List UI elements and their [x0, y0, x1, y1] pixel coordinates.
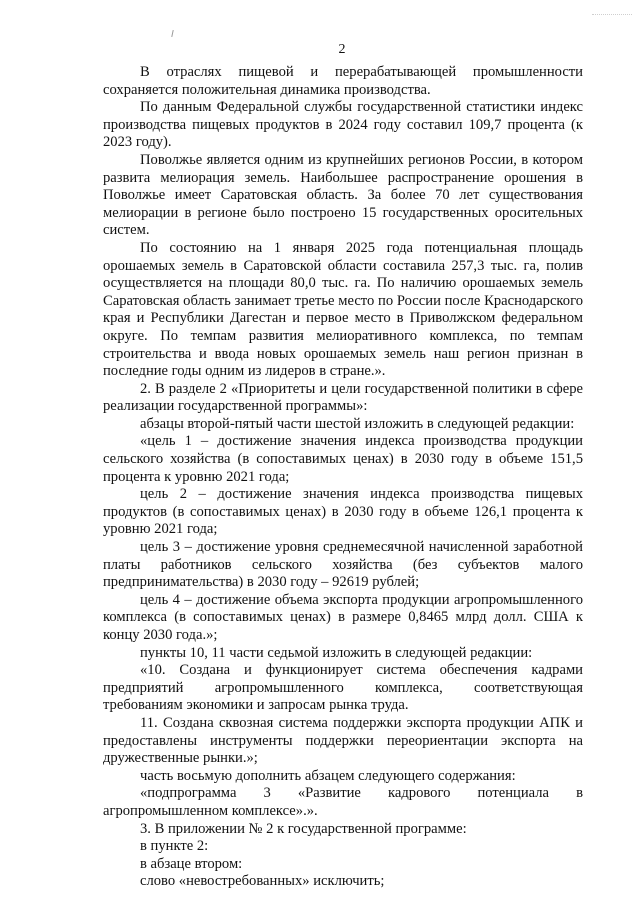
paragraph: слово «невостребованных» исключить;: [140, 873, 385, 890]
paragraph: «10. Создана и функционирует система обеспечения кадрами предприятий агропромышленного комплекса, соответствующая требованиям экономики и запросам рынка труда.: [103, 662, 583, 714]
paragraph: 3. В приложении № 2 к государственной программе:: [140, 820, 467, 837]
paragraph: часть восьмую дополнить абзацем следующего содержания:: [140, 767, 516, 784]
paragraph: «подпрограмма 3 «Развитие кадрового потенциала в агропромышленном комплексе».».: [103, 785, 583, 819]
paragraph: абзацы второй-пятый части шестой изложить в следующей редакции:: [140, 415, 575, 432]
paragraph: пункты 10, 11 части седьмой изложить в следующей редакции:: [140, 644, 533, 661]
paragraph: По состоянию на 1 января 2025 года потенциальная площадь орошаемых земель в Саратовской области составила 257,3 тыс. га, полив осуществляется на площади 80,0 тыс. га. По наличию орошаемых земель Саратовская область занимает третье место по России после Краснодарского края и Республики Дагестан и первое место в Приволжском федеральном округе. По темпам развития мелиоративного комплекса, по темпам строительства и ввода новых орошаемых земель наш регион признан в последние годы одним из лидеров в стране.».: [103, 239, 583, 380]
scan-artifact: [592, 14, 632, 18]
page-number: 2: [338, 42, 346, 57]
paragraph: 11. Создана сквозная система поддержки экспорта продукции АПК и предоставлены инструменты поддержки переориентации экспорта на дружественные рынки.»;: [103, 714, 583, 767]
paragraph: в пункте 2:: [140, 838, 209, 855]
paragraph: в абзаце втором:: [140, 855, 243, 872]
paragraph: По данным Федеральной службы государственной статистики индекс производства пищевых продуктов в 2024 году составил 109,7 процента (к 2023 году).: [103, 99, 583, 151]
paragraph: В отраслях пищевой и перерабатывающей промышленности сохраняется положительная динамика производства.: [103, 64, 583, 98]
paragraph: цель 3 – достижение уровня среднемесячной начисленной заработной платы работников сельского хозяйства (без субъектов малого предпринимательства) в 2030 году – 92619 рублей;: [103, 539, 583, 591]
paragraph: цель 2 – достижение значения индекса производства пищевых продуктов (в сопоставимых ценах) в 2030 году в объеме 126,1 процента к уровню 2021 года;: [103, 486, 583, 538]
scan-artifact-tick: [171, 30, 173, 37]
paragraph: «цель 1 – достижение значения индекса производства продукции сельского хозяйства (в сопоставимых ценах) в 2030 году в объеме 151,5 процента к уровню 2021 года;: [103, 433, 583, 485]
document-body: [103, 64, 583, 891]
paragraph: Поволжье является одним из крупнейших регионов России, в котором развита мелиорация земель. Наибольшее распространение орошения в Поволжье имеет Саратовская область. За более 70 лет существования мелиорации в регионе было построено 15 государственных оросительных систем.: [103, 151, 583, 239]
paragraph: цель 4 – достижение объема экспорта продукции агропромышленного комплекса (в сопоставимых ценах) в размере 0,8465 млрд долл. США к концу 2030 года.»;: [103, 591, 583, 643]
paragraph: 2. В разделе 2 «Приоритеты и цели государственной политики в сфере реализации государственной программы»:: [103, 380, 583, 415]
